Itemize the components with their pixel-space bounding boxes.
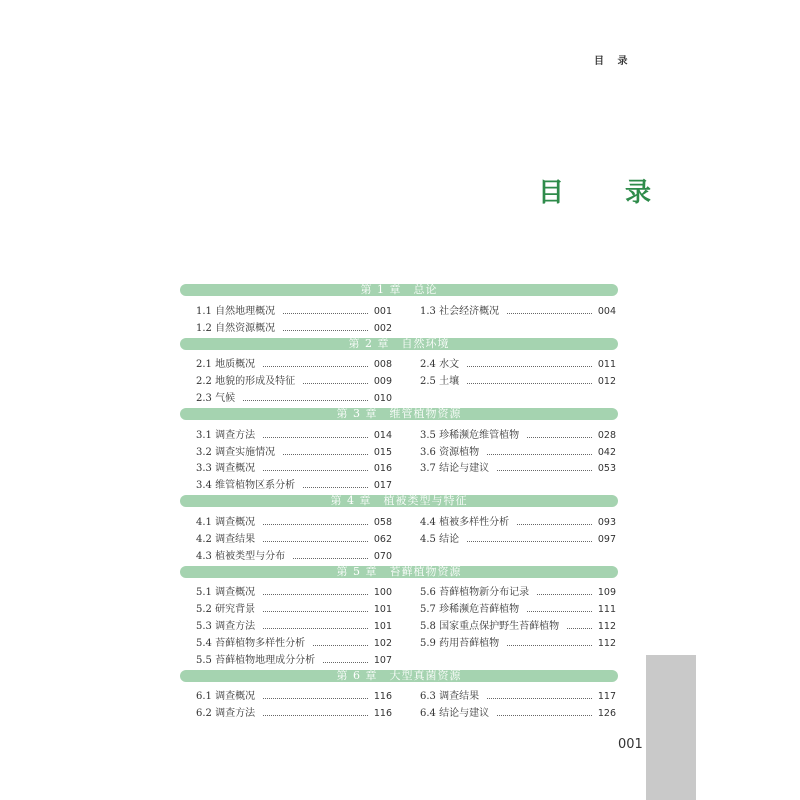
toc-column-right (420, 511, 616, 561)
toc-entry[interactable] (196, 615, 392, 632)
toc-entry[interactable] (196, 702, 392, 719)
chapter-entries (180, 507, 618, 565)
toc-entry-page: 109 (597, 587, 616, 599)
toc-entry-title: 2.3 气候 (196, 392, 236, 404)
chapter-entries (180, 296, 618, 338)
toc-entry-title: 4.3 植被类型与分布 (196, 550, 286, 562)
toc-entry-title: 5.4 苔藓植物多样性分析 (196, 637, 306, 649)
toc-entry-page: 010 (373, 392, 392, 404)
toc-entry[interactable] (420, 582, 616, 599)
toc-entry-page: 053 (597, 463, 616, 475)
dot-leader (537, 594, 592, 595)
toc-entry[interactable] (196, 582, 392, 599)
toc-entry-title: 3.1 调查方法 (196, 429, 256, 441)
dot-leader (487, 698, 592, 699)
toc-entry[interactable] (420, 598, 616, 615)
toc-entry-title: 1.1 自然地理概况 (196, 305, 276, 317)
toc-entry[interactable] (196, 354, 392, 371)
toc-entry-page: 014 (373, 429, 392, 441)
toc-entry-title: 6.3 调查结果 (420, 691, 480, 703)
dot-leader (283, 454, 368, 455)
toc-entry[interactable] (420, 702, 616, 719)
toc-entry[interactable] (420, 632, 616, 649)
chapter-entries (180, 578, 618, 670)
running-head: 目 录 (594, 56, 633, 67)
toc-entry[interactable] (420, 354, 616, 371)
toc-entry[interactable] (196, 387, 392, 404)
toc-entry[interactable] (196, 649, 392, 666)
toc-entry-page: 062 (373, 533, 392, 545)
toc-entry[interactable] (196, 474, 392, 491)
toc-entry[interactable] (420, 424, 616, 441)
toc-entry[interactable] (420, 615, 616, 632)
dot-leader (323, 662, 368, 663)
toc-column-left (196, 582, 392, 666)
dot-leader (263, 715, 368, 716)
toc-entry-page: 116 (373, 708, 392, 720)
dot-leader (507, 645, 592, 646)
toc-entry-title: 5.3 调查方法 (196, 620, 256, 632)
toc-entry[interactable] (196, 424, 392, 441)
toc-entry-title: 2.4 水文 (420, 359, 460, 371)
dot-leader (243, 400, 368, 401)
toc-entry-page: 116 (373, 691, 392, 703)
toc-entry[interactable] (196, 370, 392, 387)
toc-entry-title: 5.9 药用苔藓植物 (420, 637, 500, 649)
dot-leader (263, 611, 368, 612)
chapter-entries (180, 682, 618, 724)
chapter-entries (180, 350, 618, 408)
toc-entry-page: 042 (597, 446, 616, 458)
toc-entry-title: 5.7 珍稀濒危苔藓植物 (420, 604, 520, 616)
toc-entry-page: 107 (373, 654, 392, 666)
toc-entry-title: 5.8 国家重点保护野生苔藓植物 (420, 620, 560, 632)
toc-entry[interactable] (420, 458, 616, 475)
toc-entry-title: 3.6 资源植物 (420, 446, 480, 458)
dot-leader (303, 487, 368, 488)
toc-column-left (196, 511, 392, 561)
toc-entry-page: 009 (373, 376, 392, 388)
dot-leader (497, 715, 592, 716)
toc-entry-title: 5.5 苔藓植物地理成分分析 (196, 654, 316, 666)
toc-entry-title: 5.2 研究背景 (196, 604, 256, 616)
page-number: 001 (618, 737, 643, 752)
toc-column-right (420, 582, 616, 666)
dot-leader (527, 611, 592, 612)
toc-entry-page: 111 (597, 604, 616, 616)
toc-entry[interactable] (420, 686, 616, 703)
toc-entry-page: 001 (373, 305, 392, 317)
toc-entry-title: 4.2 调查结果 (196, 533, 256, 545)
dot-leader (293, 558, 368, 559)
chapter-heading[interactable]: 第 5 章 苔藓植物资源 (180, 566, 618, 578)
chapter-heading[interactable]: 第 6 章 大型真菌资源 (180, 670, 618, 682)
toc-entry[interactable] (420, 370, 616, 387)
toc-column-left (196, 300, 392, 334)
toc-column-left (196, 354, 392, 404)
toc-entry-page: 017 (373, 480, 392, 492)
dot-leader (313, 645, 368, 646)
toc-column-right (420, 686, 616, 720)
dot-leader (567, 628, 592, 629)
toc-entry-page: 008 (373, 359, 392, 371)
toc-column-right (420, 354, 616, 404)
dot-leader (263, 541, 368, 542)
page-title: 目 录 (538, 178, 678, 208)
toc-entry-title: 4.4 植被多样性分析 (420, 516, 510, 528)
toc-entry-title: 3.4 维管植物区系分析 (196, 480, 296, 492)
toc-entry-page: 070 (373, 550, 392, 562)
chapter-heading[interactable]: 第 3 章 维管植物资源 (180, 408, 618, 420)
toc-entry-page: 093 (597, 516, 616, 528)
toc-column-left (196, 686, 392, 720)
dot-leader (487, 454, 592, 455)
dot-leader (507, 313, 592, 314)
dot-leader (263, 366, 368, 367)
toc-entry-title: 2.1 地质概况 (196, 359, 256, 371)
chapter-heading[interactable]: 第 2 章 自然环境 (180, 338, 618, 350)
toc-entry[interactable] (196, 598, 392, 615)
toc-entry-page: 002 (373, 322, 392, 334)
toc-column-left (196, 424, 392, 491)
dot-leader (467, 383, 592, 384)
toc-entry-title: 3.3 调查概况 (196, 463, 256, 475)
chapter-heading[interactable]: 第 1 章 总论 (180, 284, 618, 296)
toc-entry-title: 5.1 调查概况 (196, 587, 256, 599)
dot-leader (263, 470, 368, 471)
dot-leader (263, 524, 368, 525)
toc-entry-page: 058 (373, 516, 392, 528)
dot-leader (517, 524, 592, 525)
dot-leader (467, 366, 592, 367)
toc-entry[interactable] (420, 441, 616, 458)
toc-entry-title: 2.2 地貌的形成及特征 (196, 376, 296, 388)
toc-entry-title: 6.1 调查概况 (196, 691, 256, 703)
toc-entry-page: 097 (597, 533, 616, 545)
toc-entry-page: 117 (597, 691, 616, 703)
toc-entry-title: 3.7 结论与建议 (420, 463, 490, 475)
toc-entry[interactable] (196, 300, 392, 317)
toc-entry[interactable] (196, 317, 392, 334)
toc-entry-page: 011 (597, 359, 616, 371)
toc-entry[interactable] (420, 300, 616, 317)
toc-entry[interactable] (196, 545, 392, 562)
toc-entry-title: 3.2 调查实施情况 (196, 446, 276, 458)
toc-entry-page: 126 (597, 708, 616, 720)
toc-entry-title: 1.3 社会经济概况 (420, 305, 500, 317)
toc-column-right (420, 424, 616, 491)
toc-entry-page: 101 (373, 620, 392, 632)
dot-leader (303, 383, 368, 384)
toc-entry[interactable] (420, 528, 616, 545)
toc-entry-page: 101 (373, 604, 392, 616)
toc-entry-title: 4.1 调查概况 (196, 516, 256, 528)
chapter-heading[interactable]: 第 4 章 植被类型与特征 (180, 495, 618, 507)
toc-entry[interactable] (196, 686, 392, 703)
toc-entry[interactable] (196, 458, 392, 475)
dot-leader (467, 541, 592, 542)
toc-entry-title: 5.6 苔藓植物新分布记录 (420, 587, 530, 599)
toc-entry-page: 012 (597, 376, 616, 388)
chapter-entries (180, 420, 618, 495)
dot-leader (283, 330, 368, 331)
toc-entry-title: 2.5 土壤 (420, 376, 460, 388)
dot-leader (263, 437, 368, 438)
toc-entry[interactable] (196, 632, 392, 649)
side-tab (646, 655, 696, 800)
dot-leader (497, 470, 592, 471)
table-of-contents (180, 284, 618, 723)
toc-entry[interactable] (196, 528, 392, 545)
toc-column-right (420, 300, 616, 334)
toc-entry-page: 004 (597, 305, 616, 317)
toc-entry-page: 112 (597, 637, 616, 649)
toc-entry-page: 028 (597, 429, 616, 441)
dot-leader (527, 437, 592, 438)
toc-entry[interactable] (420, 511, 616, 528)
toc-entry-title: 1.2 自然资源概况 (196, 322, 276, 334)
toc-entry-page: 100 (373, 587, 392, 599)
toc-entry[interactable] (196, 511, 392, 528)
toc-entry-page: 112 (597, 620, 616, 632)
toc-entry-title: 4.5 结论 (420, 533, 460, 545)
toc-entry-title: 6.2 调查方法 (196, 708, 256, 720)
dot-leader (283, 313, 368, 314)
toc-entry-page: 102 (373, 637, 392, 649)
toc-entry[interactable] (196, 441, 392, 458)
toc-entry-page: 016 (373, 463, 392, 475)
dot-leader (263, 628, 368, 629)
toc-entry-title: 3.5 珍稀濒危维管植物 (420, 429, 520, 441)
dot-leader (263, 698, 368, 699)
toc-entry-title: 6.4 结论与建议 (420, 708, 490, 720)
toc-entry-page: 015 (373, 446, 392, 458)
dot-leader (263, 594, 368, 595)
